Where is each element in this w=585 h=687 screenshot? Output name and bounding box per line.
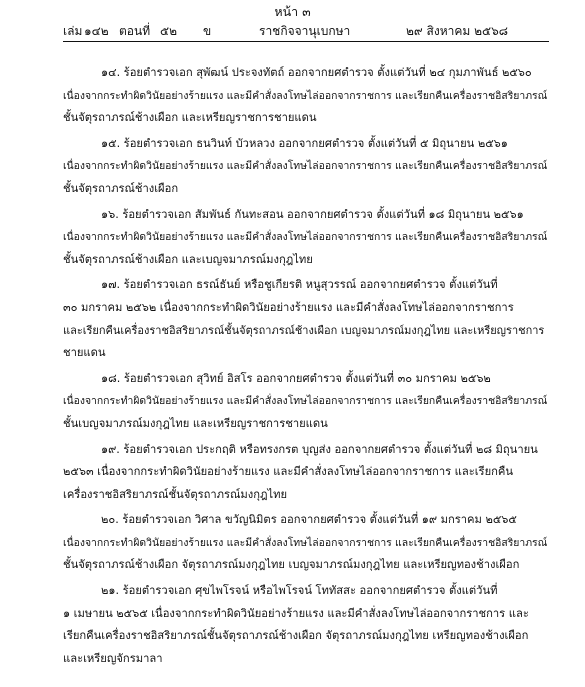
paragraph-18: [63, 368, 549, 436]
paragraph-line: เครื่องราชอิสริยาภรณ์ชั้นจัตุรถาภรณ์มงกุฎไทย: [63, 487, 288, 501]
paragraph-line: ๑๔. ร้อยตำรวจเอก สุพัฒน์ ประจงทัตถ์ ออกจากยศตำรวจ ตั้งแต่วันที่ ๒๔ กุมภาพันธ์ ๒๕๖๐: [101, 66, 532, 79]
paragraph-line: ๒๑. ร้อยตำรวจเอก ศุขไพโรจน์ หรือไพโรจน์ โททัสสะ ออกจากยศตำรวจ ตั้งแต่วันที่: [101, 584, 498, 598]
page-number: หน้า ๓: [274, 4, 311, 19]
paragraph-line: ชั้นจัตุรถาภรณ์ช้างเผือก และเหรียญราชการชายแดน: [63, 111, 317, 125]
paragraph-line: ๓๐ มกราคม ๒๕๖๒ เนื่องจากกระทำผิดวินัยอย่างร้ายแรง และมีคำสั่งลงโทษไล่ออกจากราชการ: [63, 300, 514, 314]
paragraph-17: [63, 274, 549, 364]
paragraph-line: ๑๙. ร้อยตำรวจเอก ประกฤติ หรือทรงกรต บุญส่ง ออกจากยศตำรวจ ตั้งแต่วันที่ ๒๘ มิถุนายน: [101, 442, 538, 456]
paragraph-line: ๑๗. ร้อยตำรวจเอก ธรณ์ธันย์ หรือชูเกียรติ หนูสุวรรณ์ ออกจากยศตำรวจ ตั้งแต่วันที่: [101, 278, 498, 292]
header-date: ๒๙ สิงหาคม ๒๕๖๘: [406, 24, 508, 38]
paragraph-line: ๑ เมษายน ๒๕๖๕ เนื่องจากกระทำผิดวินัยอย่างร้ายแรง และมีคำสั่งลงโทษไล่ออกจากราชการ และ: [63, 606, 529, 620]
paragraph-line: ๑๕. ร้อยตำรวจเอก ธนวินท์ บัวหลวง ออกจากยศตำรวจ ตั้งแต่วันที่ ๕ มิถุนายน ๒๕๖๑: [101, 136, 508, 150]
paragraph-line: และเหรียญจักรมาลา: [63, 651, 163, 665]
document-body: [63, 62, 549, 673]
paragraph-line: ชั้นจัตุรถาภรณ์ช้างเผือก และเบญจมาภรณ์มงกุฎไทย: [63, 252, 313, 266]
header-issue-label: ตอนที่: [119, 24, 151, 38]
paragraph-line: ๒๐. ร้อยตำรวจเอก วิศาล ขวัญนิมิตร ออกจากยศตำรวจ ตั้งแต่วันที่ ๑๙ มกราคม ๒๕๖๕: [101, 513, 517, 527]
paragraph-line: ๑๘. ร้อยตำรวจเอก สุวิทย์ อิสโร ออกจากยศตำรวจ ตั้งแต่วันที่ ๓๐ มกราคม ๒๕๖๒: [101, 371, 491, 385]
gazette-header: [63, 20, 549, 40]
header-gazette-name: ราชกิจจานุเบกษา: [259, 24, 351, 38]
paragraph-20: [63, 509, 549, 577]
paragraph-line: ชั้นจัตุรถาภรณ์ช้างเผือก: [63, 181, 179, 195]
paragraph-line: เนื่องจากกระทำผิดวินัยอย่างร้ายแรง และมีคำสั่งลงโทษไล่ออกจากราชการ และเรียกคืนเครื่องราชอิสริยาภรณ์: [63, 395, 548, 408]
paragraph-14: [63, 62, 549, 130]
paragraph-line: ๒๕๖๓ เนื่องจากกระทำผิดวินัยอย่างร้ายแรง และมีคำสั่งลงโทษไล่ออกจากราชการ และเรียกคืน: [63, 465, 514, 479]
header-divider: [63, 41, 549, 42]
paragraph-19: [63, 439, 549, 507]
paragraph-line: เนื่องจากกระทำผิดวินัยอย่างร้ายแรง และมีคำสั่งลงโทษไล่ออกจากราชการ และเรียกคืนเครื่องราชอิสริยาภรณ์: [63, 89, 548, 102]
header-issue-number: ๕๒: [160, 24, 177, 38]
paragraph-21: [63, 580, 549, 670]
paragraph-line: เนื่องจากกระทำผิดวินัยอย่างร้ายแรง และมีคำสั่งลงโทษไล่ออกจากราชการ และเรียกคืนเครื่องราชอิสริยาภรณ์: [63, 231, 548, 244]
paragraph-15: [63, 133, 549, 201]
paragraph-16: [63, 204, 549, 272]
paragraph-line: เนื่องจากกระทำผิดวินัยอย่างร้ายแรง และมีคำสั่งลงโทษไล่ออกจากราชการ และเรียกคืนเครื่องราชอิสริยาภรณ์: [63, 160, 548, 173]
paragraph-line: ชายแดน: [63, 346, 106, 360]
paragraph-line: ๑๖. ร้อยตำรวจเอก สัมพันธ์ กันทะสอน ออกจากยศตำรวจ ตั้งแต่วันที่ ๑๘ มิถุนายน ๒๕๖๑: [101, 207, 524, 221]
header-volume-number: ๑๔๒: [84, 24, 109, 38]
header-volume-label: เล่ม: [63, 24, 83, 38]
paragraph-line: เรียกคืนเครื่องราชอิสริยาภรณ์ชั้นจัตุรถาภรณ์ช้างเผือก จัตุรถาภรณ์มงกุฎไทย เหรียญทองช้างเผือก: [63, 629, 529, 643]
paragraph-line: ชั้นเบญจมาภรณ์มงกุฎไทย และเหรียญราชการชายแดน: [63, 416, 328, 430]
header-section: ข: [203, 24, 212, 38]
paragraph-line: ชั้นจัตุรถาภรณ์ช้างเผือก จัตุรถาภรณ์มงกุฎไทย เบญจมาภรณ์มงกุฎไทย และเหรียญทองช้างเผือก: [63, 558, 520, 572]
paragraph-line: เนื่องจากกระทำผิดวินัยอย่างร้ายแรง และมีคำสั่งลงโทษไล่ออกจากราชการ และเรียกคืนเครื่องราชอิสริยาภรณ์: [63, 536, 548, 549]
paragraph-line: และเรียกคืนเครื่องราชอิสริยาภรณ์ชั้นจัตุรถาภรณ์ช้างเผือก เบญจมาภรณ์มงกุฎไทย และเหรียญราชการ: [63, 323, 545, 337]
